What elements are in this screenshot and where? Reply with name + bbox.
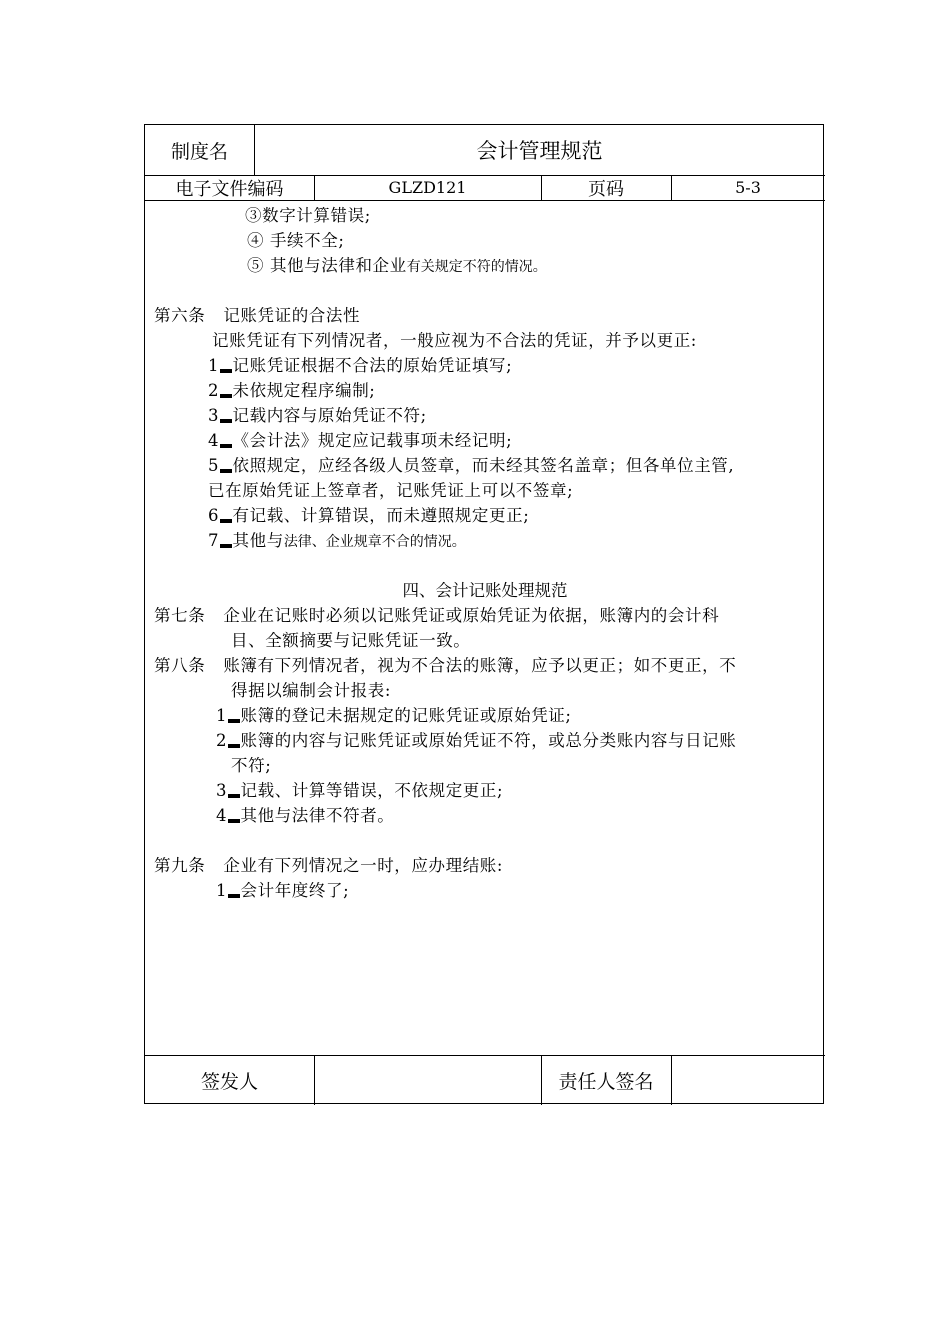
- article-heading: 第九条 企业有下列情况之一时，应办理结账:: [154, 856, 504, 875]
- section-title: 四、会计记账处理规范: [402, 581, 568, 600]
- page-label: 页码: [588, 178, 624, 200]
- list-item: 7 其他与法律、企业规章不合的情况。: [208, 531, 466, 550]
- responsible-signature-field[interactable]: [671, 1055, 825, 1105]
- list-item: 3 记载、计算等错误，不依规定更正;: [216, 781, 504, 800]
- list-item: 5 依照规定，应经各级人员签章，而未经其签名盖章；但各单位主管,: [208, 456, 735, 475]
- doc-name-label: 制度名: [170, 140, 228, 163]
- list-marker-icon: [228, 819, 240, 823]
- article-heading: 第七条 企业在记账时必须以记账凭证或原始凭证为依据，账簿内的会计科: [154, 606, 720, 625]
- list-item: ③数字计算错误;: [245, 206, 371, 225]
- file-code-label: 电子文件编码: [175, 178, 284, 200]
- list-item: ④ 手续不全;: [247, 231, 345, 250]
- list-marker-icon: [220, 544, 232, 548]
- issuer-signature-field[interactable]: [314, 1055, 541, 1105]
- list-item: 4 《会计法》规定应记载事项未经记明;: [208, 431, 513, 450]
- list-item: 6 有记载、计算错误，而未遵照规定更正;: [208, 506, 530, 525]
- list-item: 3 记载内容与原始凭证不符;: [208, 406, 427, 425]
- page-value: 5-3: [735, 178, 761, 197]
- article-intro: 记账凭证有下列情况者，一般应视为不合法的凭证，并予以更正:: [212, 331, 697, 350]
- list-marker-icon: [228, 794, 240, 798]
- doc-title: 会计管理规范: [476, 139, 603, 163]
- responsible-label: 责任人签名: [558, 1070, 654, 1093]
- document-table: [144, 124, 824, 1104]
- article-continuation: 目、全额摘要与记账凭证一致。: [231, 631, 471, 650]
- list-marker-icon: [220, 469, 232, 473]
- file-code-value: GLZD121: [388, 178, 467, 197]
- list-marker-icon: [228, 719, 240, 723]
- list-item: 4 其他与法律不符者。: [216, 806, 395, 825]
- list-item: 2 未依规定程序编制;: [208, 381, 376, 400]
- list-item: 1 会计年度终了;: [216, 881, 350, 900]
- article-continuation: 得据以编制会计报表:: [231, 681, 392, 700]
- list-marker-icon: [220, 394, 232, 398]
- list-marker-icon: [220, 369, 232, 373]
- article-heading: 第六条 记账凭证的合法性: [154, 306, 361, 325]
- list-item-continuation: 不符;: [231, 756, 272, 775]
- list-item-continuation: 已在原始凭证上签章者，记账凭证上可以不签章;: [208, 481, 574, 500]
- list-marker-icon: [220, 444, 232, 448]
- article-heading: 第八条 账簿有下列情况者，视为不合法的账簿，应予以更正；如不更正，不: [154, 656, 737, 675]
- list-item: ⑤ 其他与法律和企业有关规定不符的情况。: [247, 256, 547, 275]
- list-marker-icon: [220, 519, 232, 523]
- list-item: 1 记账凭证根据不合法的原始凭证填写;: [208, 356, 513, 375]
- issuer-label: 签发人: [200, 1070, 258, 1093]
- list-item: 2 账簿的内容与记账凭证或原始凭证不符，或总分类账内容与日记账: [216, 731, 737, 750]
- list-item: 1 账簿的登记未据规定的记账凭证或原始凭证;: [216, 706, 572, 725]
- list-marker-icon: [228, 894, 240, 898]
- list-marker-icon: [228, 744, 240, 748]
- list-marker-icon: [220, 419, 232, 423]
